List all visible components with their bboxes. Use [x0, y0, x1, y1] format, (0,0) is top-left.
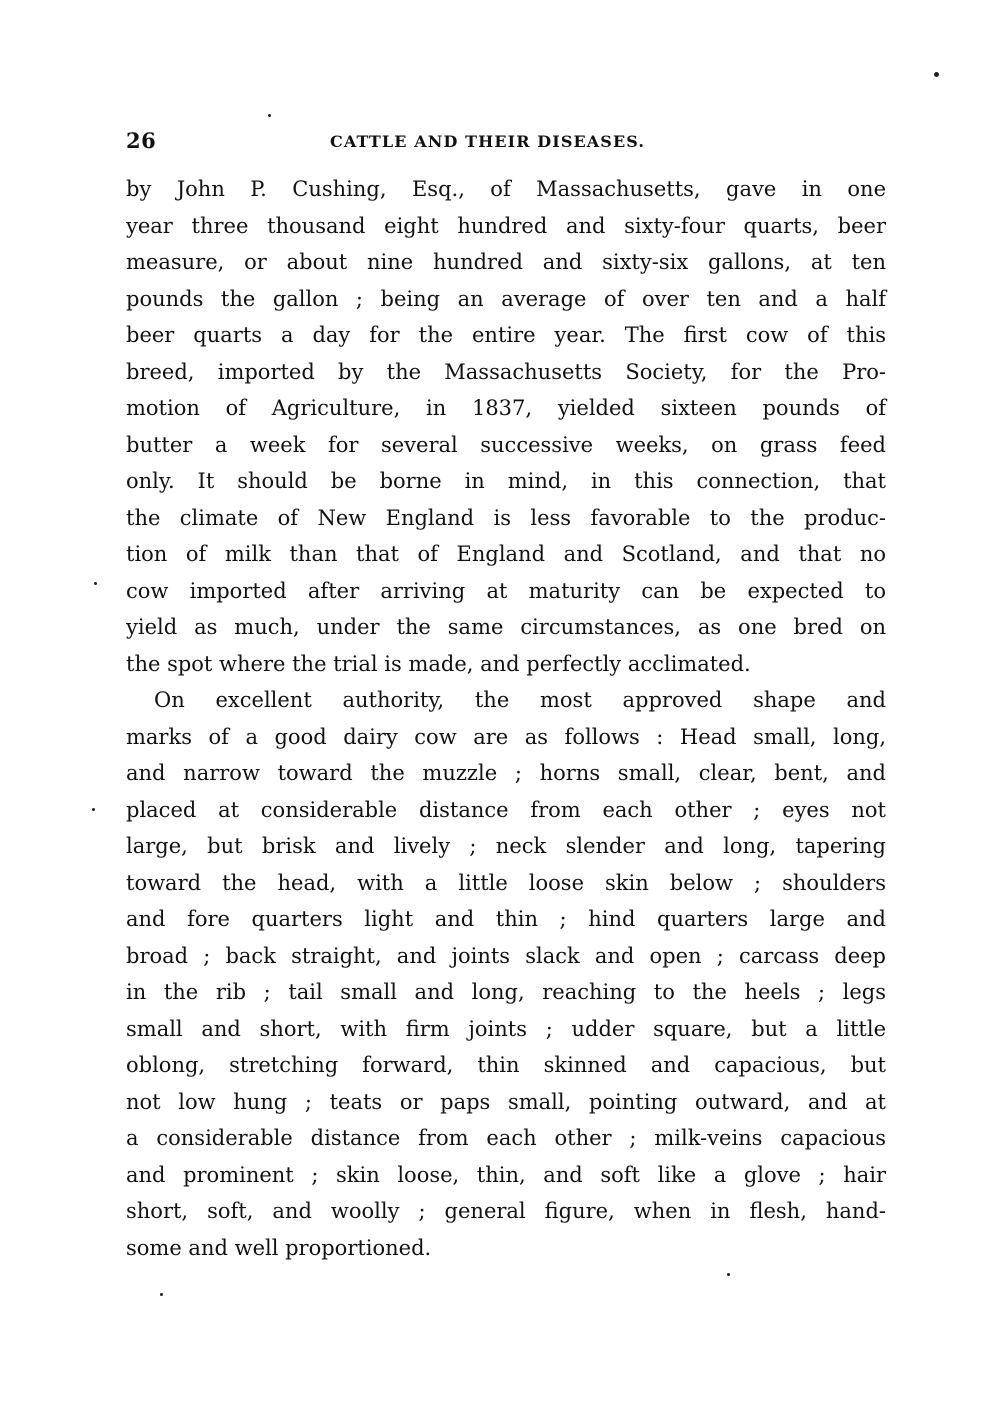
- running-title: CATTLE AND THEIR DISEASES.: [330, 132, 646, 151]
- text-line: yield as much, under the same circumstances, as one bred on: [126, 615, 886, 639]
- scan-speck: [92, 808, 95, 811]
- text-line: year three thousand eight hundred and sixty-four quarts, beer: [126, 213, 886, 238]
- text-line: marks of a good dairy cow are as follows : Head small, long,: [126, 724, 886, 749]
- scan-speck: [94, 582, 97, 585]
- paragraph-end-line: some and well proportioned.: [126, 1235, 432, 1260]
- scan-speck: [727, 1273, 730, 1276]
- text-line: broad ; back straight, and joints slack and open ; carcass deep: [126, 943, 886, 968]
- text-line: and fore quarters light and thin ; hind quarters large and: [126, 907, 886, 931]
- text-line: butter a week for several successive weeks, on grass feed: [126, 432, 886, 457]
- text-line: beer quarts a day for the entire year. The first cow of this: [126, 323, 886, 347]
- text-line: oblong, stretching forward, thin skinned and capacious, but: [126, 1053, 886, 1077]
- text-line: not low hung ; teats or paps small, pointing outward, and at: [126, 1089, 886, 1114]
- text-line: pounds the gallon ; being an average of over ten and a half: [126, 286, 886, 311]
- paragraph-end-line: the spot where the trial is made, and perfectly acclimated.: [126, 651, 751, 676]
- body-text: [126, 171, 886, 1266]
- text-line: tion of milk than that of England and Scotland, and that no: [126, 542, 886, 566]
- text-line: breed, imported by the Massachusetts Society, for the Pro-: [126, 359, 886, 384]
- text-line: motion of Agriculture, in 1837, yielded sixteen pounds of: [126, 396, 886, 420]
- text-line: small and short, with firm joints ; udder square, but a little: [126, 1016, 886, 1041]
- page-number: 26: [126, 128, 157, 153]
- text-line: a considerable distance from each other ; milk-veins capacious: [126, 1126, 886, 1150]
- paragraph-start-line: On excellent authority, the most approved shape and: [154, 688, 886, 712]
- scan-speck: [934, 72, 939, 77]
- text-line: large, but brisk and lively ; neck slender and long, tapering: [126, 834, 886, 858]
- text-line: and prominent ; skin loose, thin, and soft like a glove ; hair: [126, 1162, 886, 1187]
- text-line: short, soft, and woolly ; general figure, when in flesh, hand-: [126, 1199, 886, 1223]
- text-line: in the rib ; tail small and long, reaching to the heels ; legs: [126, 980, 886, 1004]
- text-line: only. It should be borne in mind, in this connection, that: [126, 469, 886, 493]
- text-line: the climate of New England is less favorable to the produc-: [126, 505, 886, 530]
- text-line: cow imported after arriving at maturity can be expected to: [126, 578, 886, 603]
- scan-speck: [268, 114, 271, 117]
- text-line: toward the head, with a little loose skin below ; shoulders: [126, 870, 886, 895]
- text-line: measure, or about nine hundred and sixty-six gallons, at ten: [126, 250, 886, 274]
- running-head: [126, 128, 886, 158]
- text-line: placed at considerable distance from each other ; eyes not: [126, 797, 886, 822]
- text-line: and narrow toward the muzzle ; horns small, clear, bent, and: [126, 761, 886, 785]
- text-line: by John P. Cushing, Esq., of Massachusetts, gave in one: [126, 177, 886, 201]
- scan-speck: [160, 1293, 163, 1296]
